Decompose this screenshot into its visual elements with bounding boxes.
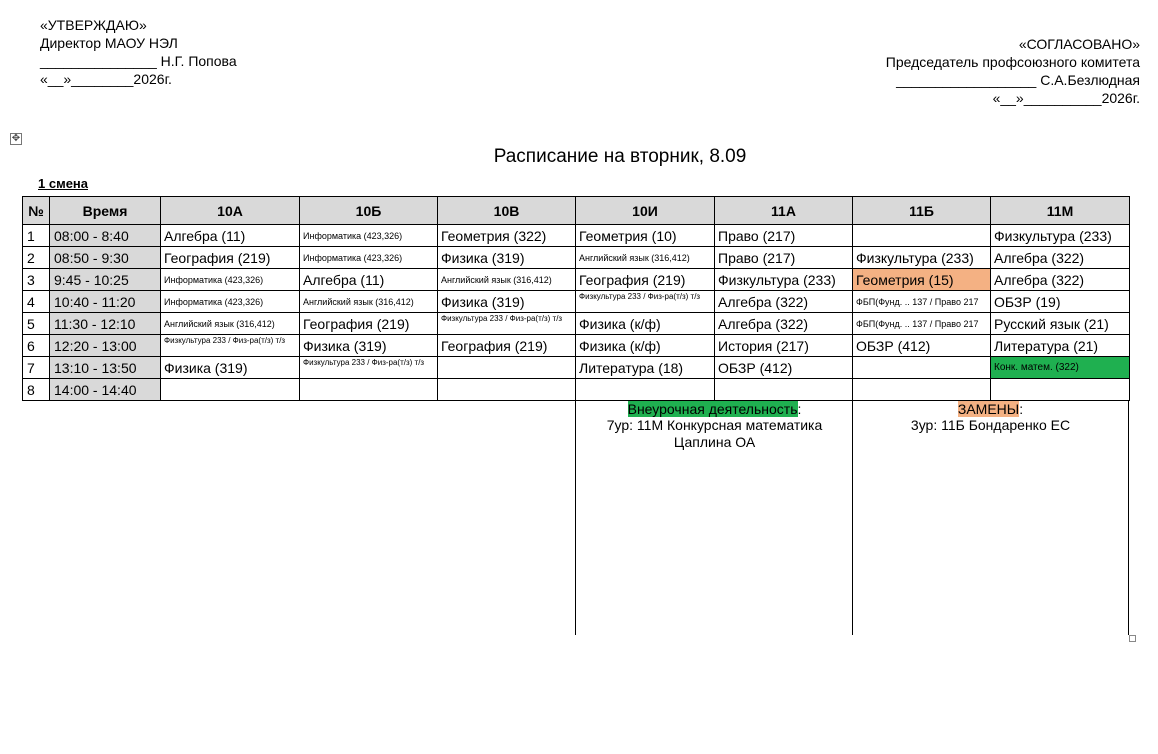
approval-block (40, 16, 237, 88)
lesson-time: 11:30 - 12:10 (50, 313, 161, 335)
table-row (23, 357, 1130, 379)
lesson-number: 1 (23, 225, 50, 247)
lesson-cell: Алгебра (322) (991, 269, 1130, 291)
header-cell: 10Б (300, 197, 438, 225)
lesson-cell: География (219) (300, 313, 438, 335)
table-row (23, 291, 1130, 313)
lesson-number: 3 (23, 269, 50, 291)
lesson-cell (853, 379, 991, 401)
lesson-cell: Информатика (423,326) (300, 247, 438, 269)
lesson-cell: Физкультура 233 / Физ-ра(т/з) т/з (161, 335, 300, 357)
lesson-cell: Информатика (423,326) (300, 225, 438, 247)
agreement-title: «СОГЛАСОВАНО» (1018, 36, 1140, 52)
table-resize-handle[interactable] (1129, 635, 1136, 642)
header-cell: Время (50, 197, 161, 225)
agreement-signature: __________________ С.А.Безлюдная (896, 72, 1140, 88)
lesson-cell (161, 379, 300, 401)
lesson-number: 7 (23, 357, 50, 379)
lesson-cell: Литература (21) (991, 335, 1130, 357)
header-cell: 10А (161, 197, 300, 225)
lesson-cell: Алгебра (322) (715, 313, 853, 335)
lesson-time: 13:10 - 13:50 (50, 357, 161, 379)
header-cell: 11М (991, 197, 1130, 225)
lesson-cell: География (219) (438, 335, 576, 357)
lesson-cell: ОБЗР (19) (991, 291, 1130, 313)
lesson-cell (300, 379, 438, 401)
lesson-cell: Информатика (423,326) (161, 291, 300, 313)
lesson-number: 2 (23, 247, 50, 269)
lesson-number: 8 (23, 379, 50, 401)
lesson-time: 9:45 - 10:25 (50, 269, 161, 291)
lesson-cell: Физкультура 233 / Физ-ра(т/з) т/з (438, 313, 576, 335)
table-row (23, 335, 1130, 357)
lesson-number: 6 (23, 335, 50, 357)
lesson-number: 5 (23, 313, 50, 335)
lesson-cell: Физкультура 233 / Физ-ра(т/з) т/з (300, 357, 438, 379)
lesson-cell (991, 379, 1130, 401)
lesson-cell: Физкультура 233 / Физ-ра(т/з) т/з (576, 291, 715, 313)
lesson-cell: География (219) (576, 269, 715, 291)
header-cell: 11Б (853, 197, 991, 225)
lesson-cell: Английский язык (316,412) (438, 269, 576, 291)
shift-label: 1 смена (38, 176, 89, 191)
lesson-cell: Право (217) (715, 247, 853, 269)
lesson-time: 08:50 - 9:30 (50, 247, 161, 269)
lesson-cell: ОБЗР (412) (715, 357, 853, 379)
substitutions-heading: ЗАМЕНЫ (957, 401, 1020, 417)
lesson-cell (715, 379, 853, 401)
header-cell: 10И (576, 197, 715, 225)
lesson-cell: Физкультура (233) (991, 225, 1130, 247)
agreement-date: «__»__________2026г. (992, 90, 1140, 106)
table-row (23, 269, 1130, 291)
lesson-time: 08:00 - 8:40 (50, 225, 161, 247)
table-row (23, 247, 1130, 269)
extracurricular-panel (575, 400, 853, 635)
lesson-cell (853, 357, 991, 379)
extracurricular-heading: Внеурочная деятельность (627, 401, 798, 417)
table-row (23, 225, 1130, 247)
lesson-cell: Геометрия (15) (853, 269, 991, 291)
extracurricular-colon: : (797, 401, 802, 417)
extracurricular-line-1: 7ур: 11М Конкурсная математика (606, 417, 823, 433)
lesson-cell: Геометрия (322) (438, 225, 576, 247)
header-cell: 10В (438, 197, 576, 225)
lesson-cell: Геометрия (10) (576, 225, 715, 247)
substitutions-panel (852, 400, 1129, 635)
lesson-number: 4 (23, 291, 50, 313)
lesson-cell: Информатика (423,326) (161, 269, 300, 291)
lesson-time: 12:20 - 13:00 (50, 335, 161, 357)
lesson-cell: Английский язык (316,412) (161, 313, 300, 335)
approval-position: Директор МАОУ НЭЛ (40, 35, 178, 51)
lesson-cell: ФБП(Фунд. .. 137 / Право 217 (853, 291, 991, 313)
lesson-cell: Алгебра (322) (715, 291, 853, 313)
lesson-cell: Алгебра (11) (300, 269, 438, 291)
lesson-cell (853, 225, 991, 247)
lesson-time: 14:00 - 14:40 (50, 379, 161, 401)
lesson-cell: Алгебра (322) (991, 247, 1130, 269)
lesson-cell: Русский язык (21) (991, 313, 1130, 335)
table-row (23, 313, 1130, 335)
lesson-cell: Физкультура (233) (715, 269, 853, 291)
lesson-cell (438, 357, 576, 379)
header-cell: 11А (715, 197, 853, 225)
approval-title: «УТВЕРЖДАЮ» (40, 17, 147, 33)
lesson-cell: Алгебра (11) (161, 225, 300, 247)
lesson-cell: Физика (319) (300, 335, 438, 357)
lesson-cell: ФБП(Фунд. .. 137 / Право 217 (853, 313, 991, 335)
table-header-row (23, 197, 1130, 225)
lesson-time: 10:40 - 11:20 (50, 291, 161, 313)
lesson-cell: Конк. матем. (322) (991, 357, 1130, 379)
lesson-cell: Физкультура (233) (853, 247, 991, 269)
lesson-cell: Физика (319) (438, 247, 576, 269)
lesson-cell: ОБЗР (412) (853, 335, 991, 357)
agreement-block (886, 35, 1140, 107)
substitutions-line-1: 3ур: 11Б Бондаренко ЕС (910, 417, 1071, 433)
lesson-cell: Физика (к/ф) (576, 313, 715, 335)
lesson-cell (576, 379, 715, 401)
table-row (23, 379, 1130, 401)
lesson-cell: История (217) (715, 335, 853, 357)
lesson-cell: Право (217) (715, 225, 853, 247)
table-move-handle-icon[interactable]: ✥ (11, 133, 21, 144)
lesson-cell: География (219) (161, 247, 300, 269)
lesson-cell: Английский язык (316,412) (300, 291, 438, 313)
approval-signature: _______________ Н.Г. Попова (40, 53, 237, 69)
lesson-cell (438, 379, 576, 401)
header-cell: № (23, 197, 50, 225)
page-title: Расписание на вторник, 8.09 (493, 146, 747, 167)
lesson-cell: Физика (319) (161, 357, 300, 379)
schedule-table (22, 196, 1130, 401)
lesson-cell: Физика (319) (438, 291, 576, 313)
substitutions-colon: : (1019, 401, 1024, 417)
lesson-cell: Физика (к/ф) (576, 335, 715, 357)
lesson-cell: Литература (18) (576, 357, 715, 379)
agreement-position: Председатель профсоюзного комитета (885, 54, 1140, 70)
extracurricular-line-2: Цаплина ОА (673, 434, 756, 450)
approval-date: «__»________2026г. (40, 71, 172, 87)
lesson-cell: Английский язык (316,412) (576, 247, 715, 269)
